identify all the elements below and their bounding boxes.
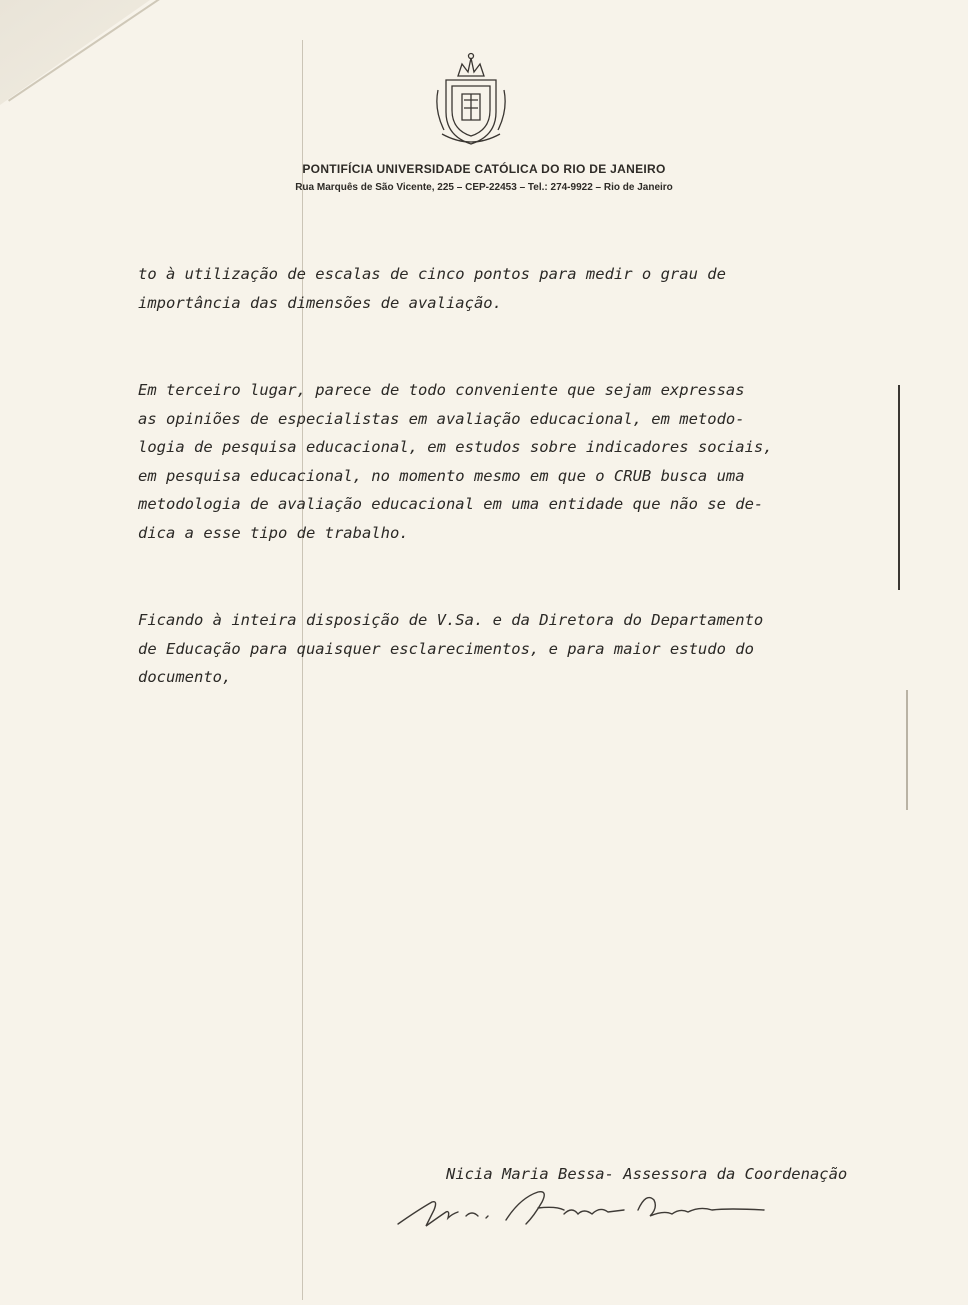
text-line: de Educação para quaisquer esclarecimentos, e para maior estudo do [138,639,754,658]
margin-bar [906,690,908,810]
text-line: to à utilização de escalas de cinco pontos para medir o grau de [138,265,726,283]
handwritten-signature [388,1180,778,1240]
text-line: dica a esse tipo de trabalho. [138,523,409,542]
text-line: importância das dimensões de avaliação. [138,293,502,312]
text-line: logia de pesquisa educacional, em estudos sobre indicadores sociais, [138,438,773,456]
margin-bar [898,385,900,590]
paragraph-1 [138,260,898,317]
text-line: as opiniões de especialistas em avaliação educacional, em metodo- [138,409,745,428]
institution-address: Rua Marquês de São Vicente, 225 – CEP-22453 – Tel.: 274-9922 – Rio de Janeiro [295,182,673,193]
institution-name: PONTIFÍCIA UNIVERSIDADE CATÓLICA DO RIO DE JANEIRO [302,162,666,176]
text-line: documento, [138,668,232,686]
signatory-line: Nicia Maria Bessa- Assessora da Coordenação [446,1165,848,1183]
paragraph-3 [138,606,898,692]
paragraph-2 [138,376,898,547]
text-line: metodologia de avaliação educacional em uma entidade que não se de- [138,495,764,513]
text-line: Em terceiro lugar, parece de todo conveniente que sejam expressas [138,381,745,399]
coat-of-arms-icon [432,50,510,150]
text-line: Ficando à inteira disposição de V.Sa. e da Diretora do Departamento [138,611,764,629]
text-line: em pesquisa educacional, no momento mesmo em que o CRUB busca uma [138,466,745,485]
